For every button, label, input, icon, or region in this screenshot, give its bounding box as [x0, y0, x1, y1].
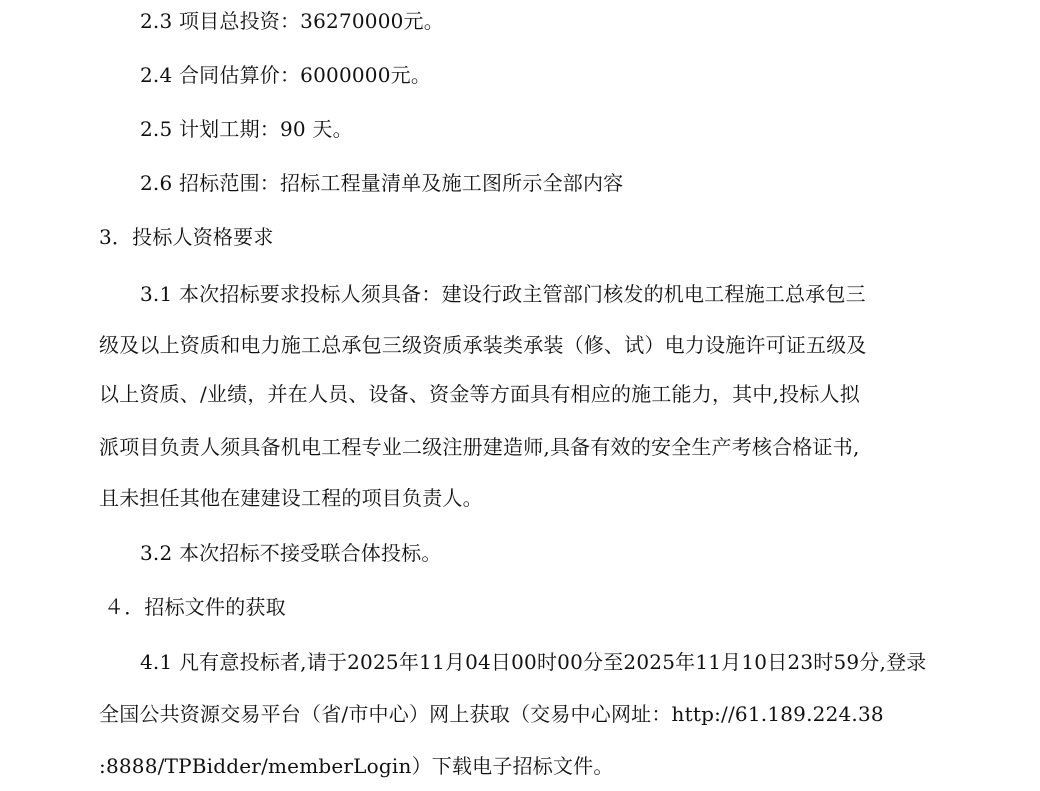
paragraph-3-2-no-joint-venture: 3.2 本次招标不接受联合体投标。 [140, 541, 442, 565]
paragraph-2-5-planned-duration: 2.5 计划工期：90 天。 [140, 117, 353, 141]
paragraph-4-1-line-2: 全国公共资源交易平台（省/市中心）网上获取（交易中心网址：http://61.189.224.38 [99, 702, 884, 726]
paragraph-3-1-line-4: 派项目负责人须具备机电工程专业二级注册建造师,具备有效的安全生产考核合格证书, [99, 435, 860, 459]
paragraph-2-4-contract-estimate: 2.4 合同估算价：6000000元。 [140, 63, 432, 87]
paragraph-3-1-line-2: 级及以上资质和电力施工总承包三级资质承装类承装（修、试）电力设施许可证五级及 [99, 333, 867, 357]
section-heading-4: ４．招标文件的获取 [104, 595, 286, 619]
section-heading-3: 3．投标人资格要求 [99, 225, 274, 249]
paragraph-2-6-bidding-scope: 2.6 招标范围：招标工程量清单及施工图所示全部内容 [140, 171, 624, 195]
paragraph-2-3-total-investment: 2.3 项目总投资：36270000元。 [140, 9, 444, 33]
paragraph-3-1-line-3: 以上资质、/业绩，并在人员、设备、资金等方面具有相应的施工能力，其中,投标人拟 [99, 382, 860, 406]
paragraph-3-1-line-1: 3.1 本次招标要求投标人须具备：建设行政主管部门核发的机电工程施工总承包三 [140, 282, 866, 306]
paragraph-4-1-line-1: 4.1 凡有意投标者,请于2025年11月04日00时00分至2025年11月10日23时59分,登录 [140, 650, 927, 674]
paragraph-4-1-line-3: :8888/TPBidder/memberLogin）下载电子招标文件。 [99, 754, 614, 778]
paragraph-3-1-line-5: 且未担任其他在建建设工程的项目负责人。 [99, 486, 483, 510]
